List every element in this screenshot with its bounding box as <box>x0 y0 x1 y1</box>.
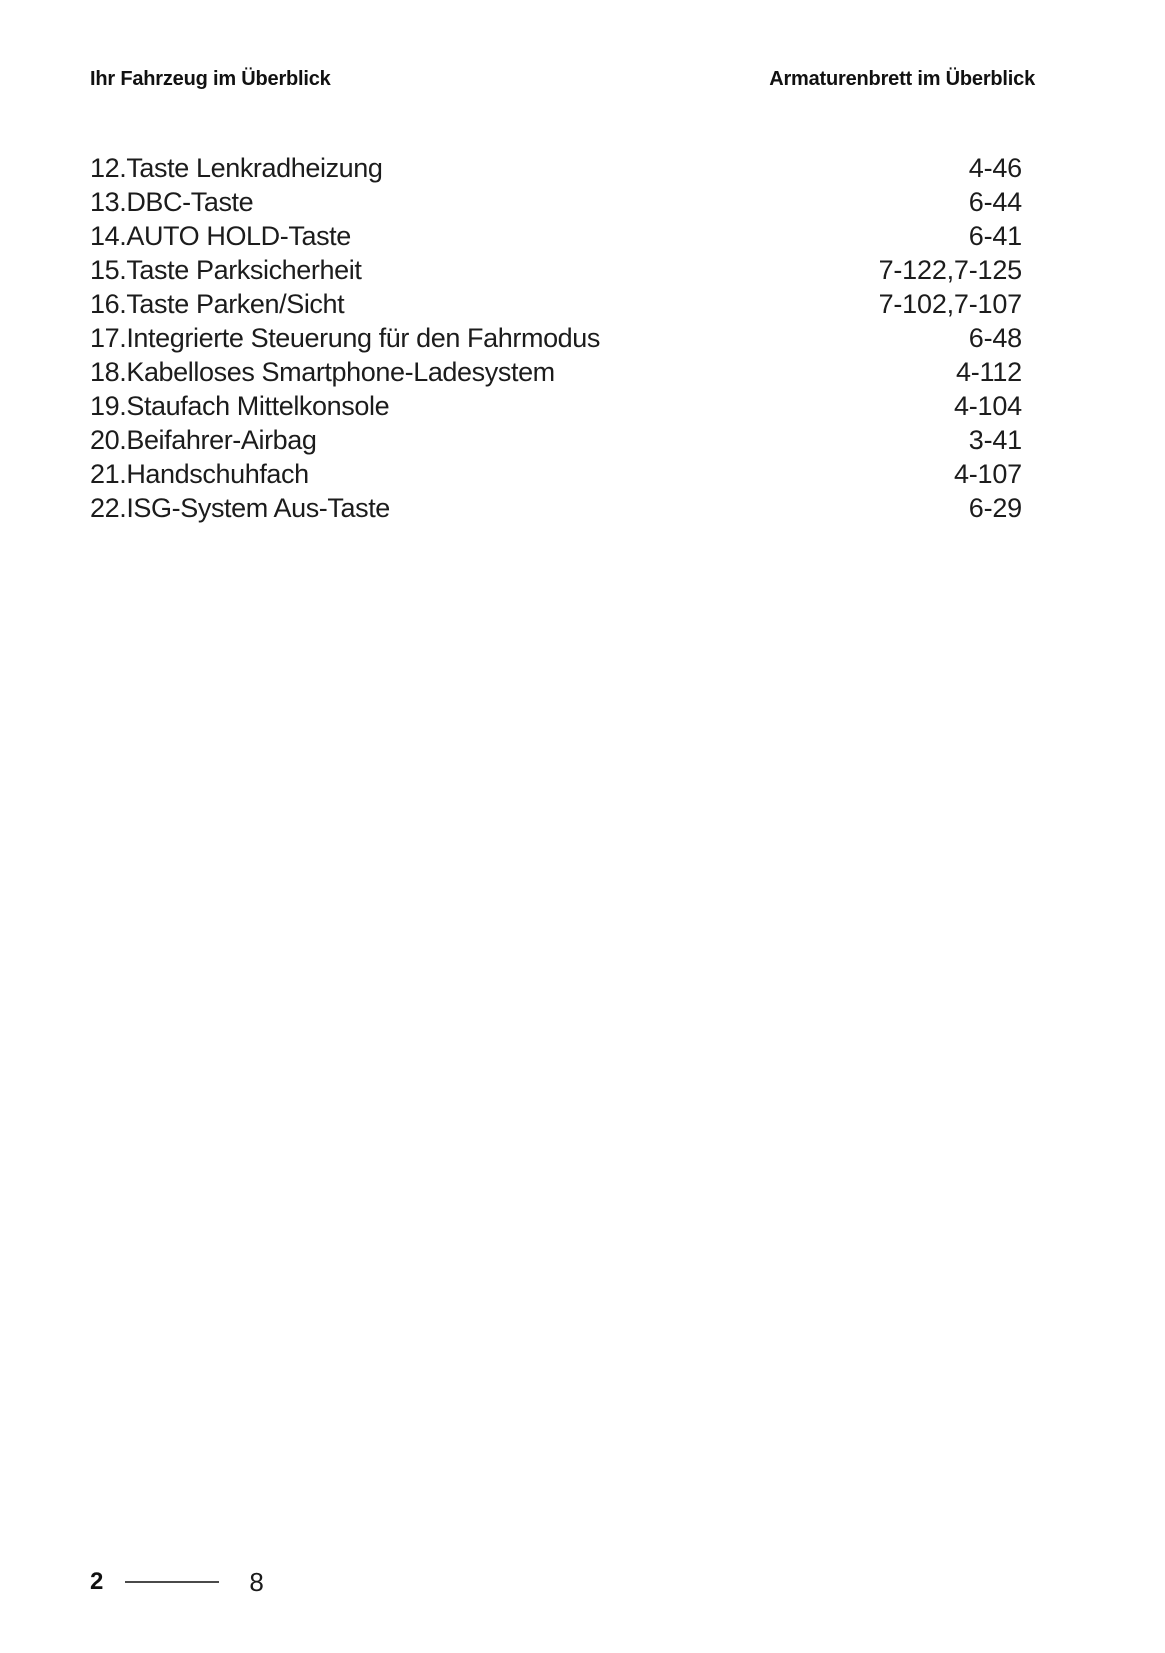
toc-entry-label: 20.Beifahrer-Airbag <box>90 425 317 455</box>
toc-entry-label: 17.Integrierte Steuerung für den Fahrmodus <box>90 323 601 353</box>
toc-entry <box>90 457 1022 491</box>
toc-entry <box>90 185 1022 219</box>
toc-entry <box>90 151 1022 185</box>
toc-entry-page-ref: 7-102,7-107 <box>878 289 1022 319</box>
chapter-number: 2 <box>90 1568 104 1595</box>
toc-entry-label: 18.Kabelloses Smartphone-Ladesystem <box>90 357 555 387</box>
toc-entry-page-ref: 6-29 <box>968 493 1022 523</box>
toc-entry-page-ref: 4-112 <box>955 357 1022 387</box>
toc-entry <box>90 321 1022 355</box>
toc-entry <box>90 287 1022 321</box>
toc-entry-page-ref: 4-46 <box>968 153 1022 183</box>
toc-entry-page-ref: 6-41 <box>968 221 1022 251</box>
toc-entry-page-ref: 3-41 <box>968 425 1022 455</box>
page-footer <box>90 1566 264 1598</box>
toc-entry <box>90 423 1022 457</box>
toc-entry-label: 19.Staufach Mittelkonsole <box>90 391 390 421</box>
toc-entry-page-ref: 7-122,7-125 <box>878 255 1022 285</box>
toc-list <box>90 151 1022 525</box>
footer-divider-rule <box>125 1581 219 1583</box>
toc-entry <box>90 219 1022 253</box>
toc-entry-label: 22.ISG-System Aus-Taste <box>90 493 390 523</box>
toc-entry-page-ref: 4-104 <box>953 391 1022 421</box>
toc-entry-label: 12.Taste Lenkradheizung <box>90 153 383 183</box>
header-chapter-title: Ihr Fahrzeug im Überblick <box>90 68 331 90</box>
page-number: 8 <box>249 1566 264 1597</box>
toc-entry-page-ref: 4-107 <box>953 459 1022 489</box>
toc-entry-page-ref: 6-44 <box>968 187 1022 217</box>
toc-entry-page-ref: 6-48 <box>968 323 1022 353</box>
toc-entry <box>90 389 1022 423</box>
header-section-title: Armaturenbrett im Überblick <box>769 68 1035 90</box>
toc-entry-label: 21.Handschuhfach <box>90 459 309 489</box>
toc-entry <box>90 355 1022 389</box>
toc-entry-label: 15.Taste Parksicherheit <box>90 255 362 285</box>
toc-entry-label: 13.DBC-Taste <box>90 187 254 217</box>
running-header <box>90 68 1035 91</box>
toc-entry <box>90 491 1022 525</box>
toc-entry-label: 14.AUTO HOLD-Taste <box>90 221 351 251</box>
toc-entry <box>90 253 1022 287</box>
toc-entry-label: 16.Taste Parken/Sicht <box>90 289 345 319</box>
